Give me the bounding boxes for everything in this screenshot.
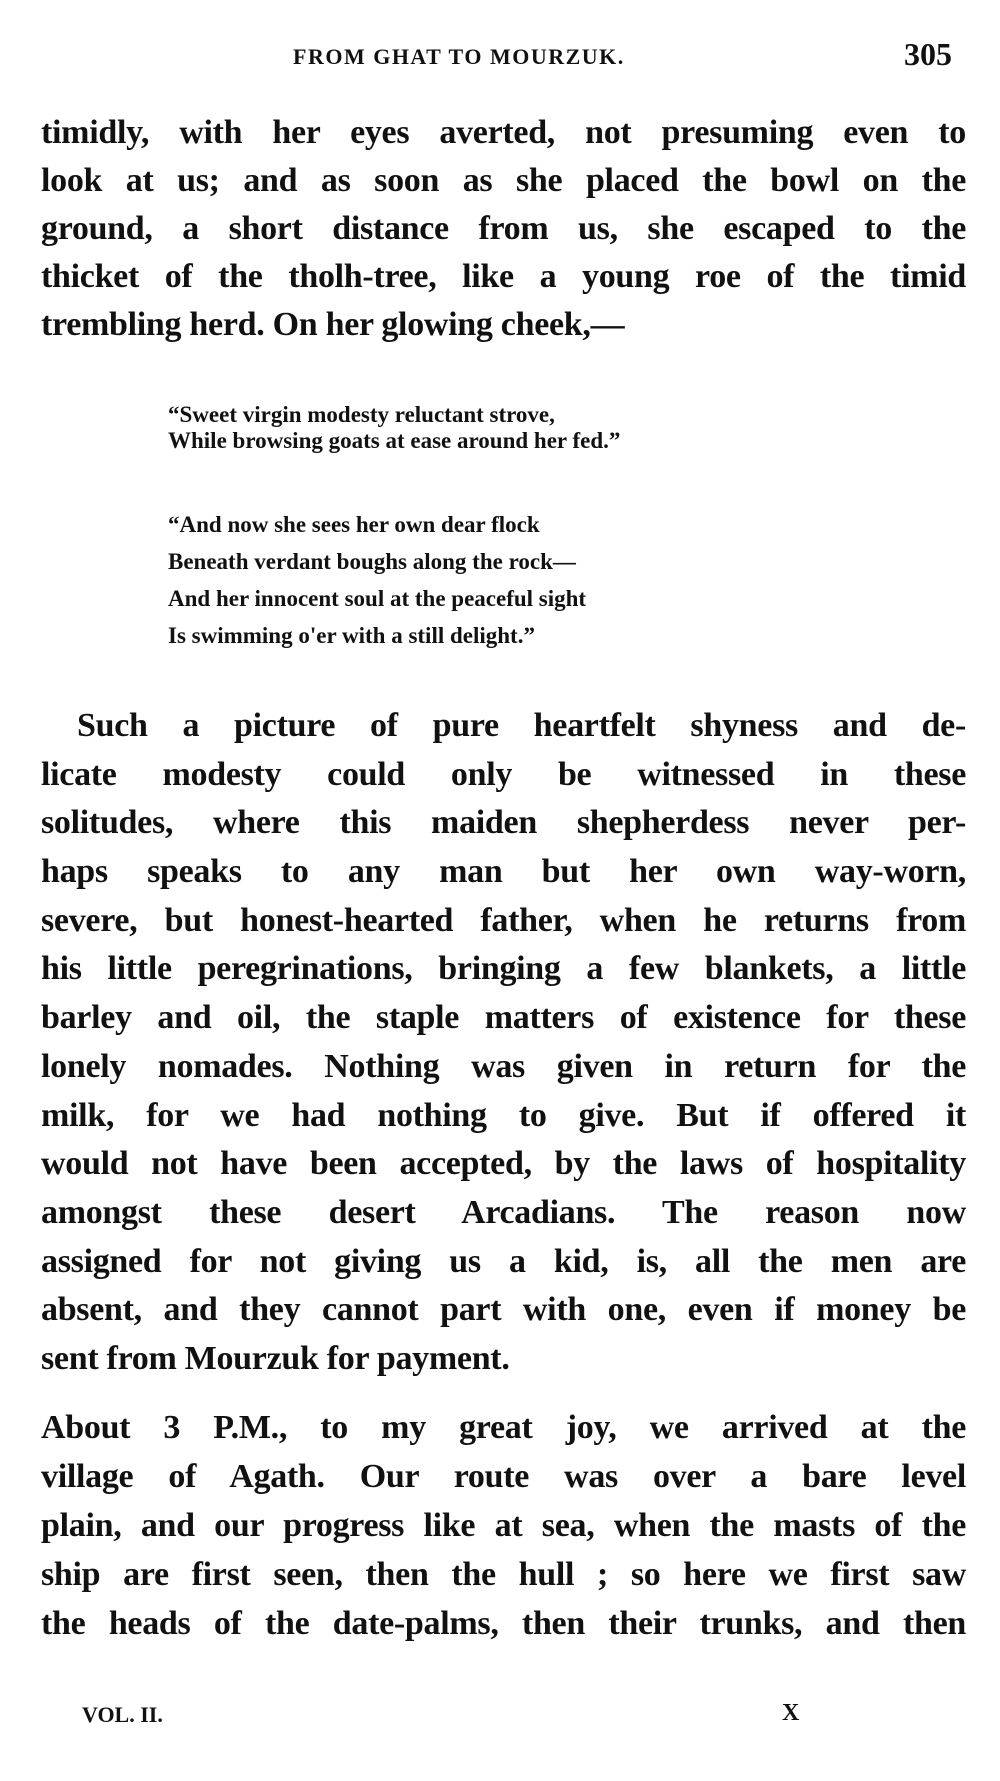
text-line: village of Agath. Our route was over a bare level <box>41 1458 966 1495</box>
text-line: lonely nomades. Nothing was given in return for the <box>41 1047 966 1085</box>
text-line: barley and oil, the staple matters of existence for these <box>41 999 966 1037</box>
text-line: amongst these desert Arcadians. The reason now <box>41 1193 966 1231</box>
text-line: timidly, with her eyes averted, not presuming even to <box>41 114 966 151</box>
poem-line: While browsing goats at ease around her fed.” <box>168 428 621 453</box>
poem-stanza-1 <box>168 402 620 454</box>
poem-line: “And now she sees her own dear flock <box>168 512 540 537</box>
text-line: assigned for not giving us a kid, is, all the men are <box>41 1242 966 1280</box>
paragraph-2 <box>41 702 966 1384</box>
poem-line: Beneath verdant boughs along the rock— <box>168 549 576 574</box>
text-line: thicket of the tholh-tree, like a young roe of the timid <box>41 258 966 295</box>
text-line: solitudes, where this maiden shepherdess never per- <box>41 804 966 842</box>
text-line: About 3 P.M., to my great joy, we arrived at the <box>41 1409 966 1446</box>
text-line: trembling herd. On her glowing cheek,— <box>41 306 625 343</box>
text-line: milk, for we had nothing to give. But if offered it <box>41 1096 966 1134</box>
text-line: haps speaks to any man but her own way-worn, <box>41 853 966 891</box>
poem-line: Is swimming o'er with a still delight.” <box>168 623 535 648</box>
paragraph-1 <box>41 109 966 349</box>
text-line: severe, but honest-hearted father, when he returns from <box>41 901 966 939</box>
text-line: Such a picture of pure heartfelt shyness and de- <box>77 707 966 744</box>
text-line: absent, and they cannot part with one, even if money be <box>41 1291 966 1329</box>
text-line: plain, and our progress like at sea, when the masts of the <box>41 1507 966 1544</box>
poem-line: “Sweet virgin modesty reluctant strove, <box>168 402 555 427</box>
volume-mark: VOL. II. <box>82 1702 163 1727</box>
poem-stanza-2 <box>168 506 586 654</box>
text-line: look at us; and as soon as she placed the bowl on the <box>41 162 966 199</box>
text-line: ground, a short distance from us, she escaped to the <box>41 210 966 247</box>
text-line: licate modesty could only be witnessed in these <box>41 755 966 793</box>
paragraph-3 <box>41 1403 966 1648</box>
running-title: FROM GHAT TO MOURZUK. <box>293 44 625 69</box>
text-line: the heads of the date-palms, then their trunks, and then <box>41 1605 966 1642</box>
signature-mark: X <box>782 1700 800 1726</box>
page-number: 305 <box>904 36 952 72</box>
poem-line: And her innocent soul at the peaceful sight <box>168 586 587 611</box>
text-line: sent from Mourzuk for payment. <box>41 1339 510 1377</box>
text-line: his little peregrinations, bringing a few blankets, a little <box>41 950 966 988</box>
text-line: would not have been accepted, by the laws of hospitality <box>41 1145 966 1183</box>
text-line: ship are first seen, then the hull ; so here we first saw <box>41 1556 966 1593</box>
